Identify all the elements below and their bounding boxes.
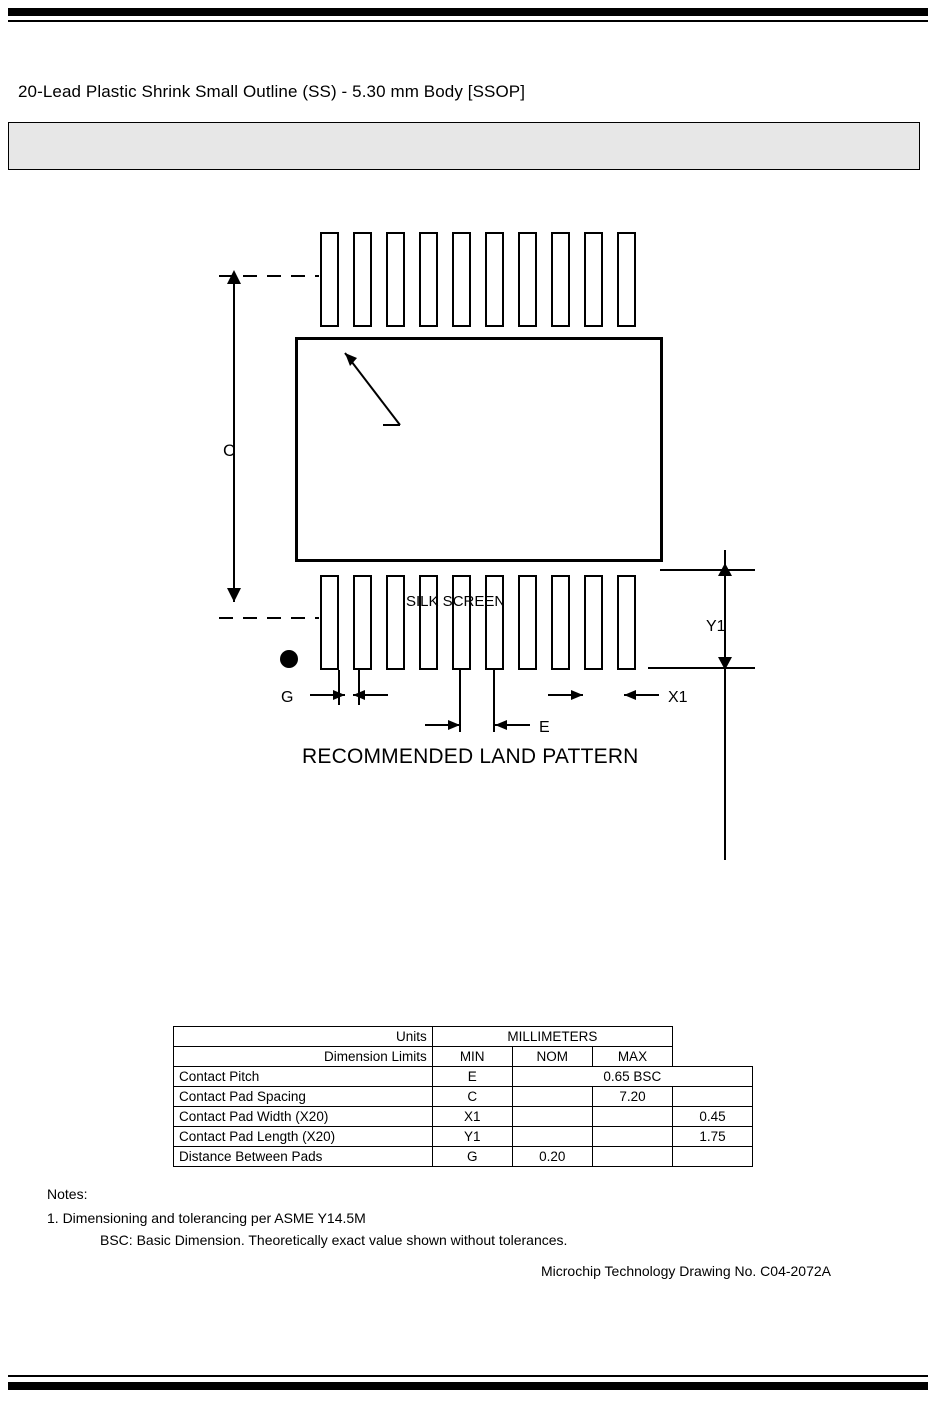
x1-dimension-label: X1 — [668, 689, 688, 706]
y1-extension-top — [660, 569, 755, 571]
c-arrow-down-icon — [227, 588, 241, 602]
pad-top — [419, 232, 438, 327]
pin-one-marker — [280, 650, 298, 668]
pad-top — [320, 232, 339, 327]
c-dimension-label: C — [223, 441, 236, 460]
table-row — [174, 1107, 753, 1127]
row-desc: Contact Pad Spacing — [174, 1087, 433, 1107]
pad-top — [518, 232, 537, 327]
bottom-rule-thick — [8, 1382, 928, 1390]
row-max — [673, 1087, 753, 1107]
page-title: 20-Lead Plastic Shrink Small Outline (SS) - 5.30 mm Body [SSOP] — [18, 82, 526, 101]
row-desc: Distance Between Pads — [174, 1147, 433, 1167]
pad-top — [584, 232, 603, 327]
table-row-limits — [174, 1047, 753, 1067]
pad-top — [353, 232, 372, 327]
dimension-table — [173, 1026, 753, 1167]
row-max: 0.45 — [673, 1107, 753, 1127]
row-symbol: Y1 — [432, 1127, 512, 1147]
notes-heading: Notes: — [47, 1186, 88, 1202]
row-nom — [592, 1127, 672, 1147]
pad-bottom — [353, 575, 372, 670]
pad-bottom — [386, 575, 405, 670]
c-dimension-line — [233, 276, 235, 602]
y1-dimension-label: Y1 — [706, 618, 726, 635]
top-rule-thick — [8, 8, 928, 16]
row-symbol: X1 — [432, 1107, 512, 1127]
y1-dimension-line — [724, 550, 726, 860]
c-extension-bottom — [219, 617, 319, 619]
row-nom — [592, 1107, 672, 1127]
pad-bottom — [518, 575, 537, 670]
land-pattern-drawing — [0, 180, 936, 800]
pad-top — [485, 232, 504, 327]
pad-top — [386, 232, 405, 327]
row-nom: 0.65 BSC — [512, 1067, 752, 1087]
bottom-rule-thin — [8, 1375, 928, 1377]
e-dimension-label: E — [539, 719, 550, 736]
top-rule-thin — [8, 20, 928, 22]
row-symbol: C — [432, 1087, 512, 1107]
pad-bottom — [452, 575, 471, 670]
limits-label: Dimension Limits — [174, 1047, 433, 1067]
note-item-bsc: BSC: Basic Dimension. Theoretically exact value shown without tolerances. — [100, 1232, 568, 1248]
header-min: MIN — [432, 1047, 512, 1067]
row-min: 0.20 — [512, 1147, 592, 1167]
units-label: Units — [174, 1027, 433, 1047]
pad-bottom — [485, 575, 504, 670]
table-row — [174, 1147, 753, 1167]
row-nom: 7.20 — [592, 1087, 672, 1107]
note-banner — [8, 122, 920, 170]
pad-bottom — [551, 575, 570, 670]
note-item-1: 1. Dimensioning and tolerancing per ASME Y14.5M — [47, 1210, 366, 1226]
silk-screen-label: SILK SCREEN — [406, 593, 506, 610]
table-row — [174, 1127, 753, 1147]
drawing-caption: RECOMMENDED LAND PATTERN — [302, 745, 639, 768]
c-arrow-up-icon — [227, 270, 241, 284]
row-desc: Contact Pad Length (X20) — [174, 1127, 433, 1147]
row-symbol: G — [432, 1147, 512, 1167]
g-dimension-label: G — [281, 689, 294, 706]
row-max: 1.75 — [673, 1127, 753, 1147]
pad-bottom — [584, 575, 603, 670]
table-row-units — [174, 1027, 753, 1047]
drawing-number: Microchip Technology Drawing No. C04-2072A — [541, 1263, 832, 1279]
row-desc: Contact Pitch — [174, 1067, 433, 1087]
row-max — [673, 1147, 753, 1167]
header-max: MAX — [592, 1047, 672, 1067]
row-nom — [592, 1147, 672, 1167]
table-row — [174, 1067, 753, 1087]
pad-top — [452, 232, 471, 327]
pad-bottom — [617, 575, 636, 670]
y1-extension-bottom — [648, 667, 755, 669]
row-desc: Contact Pad Width (X20) — [174, 1107, 433, 1127]
pad-top — [617, 232, 636, 327]
table-row — [174, 1087, 753, 1107]
package-body-outline — [295, 337, 663, 562]
row-min — [512, 1107, 592, 1127]
pad-bottom — [320, 575, 339, 670]
row-min — [512, 1087, 592, 1107]
pad-bottom — [419, 575, 438, 670]
pad-top — [551, 232, 570, 327]
units-value: MILLIMETERS — [432, 1027, 672, 1047]
header-nom: NOM — [512, 1047, 592, 1067]
row-min — [512, 1127, 592, 1147]
row-symbol: E — [432, 1067, 512, 1087]
